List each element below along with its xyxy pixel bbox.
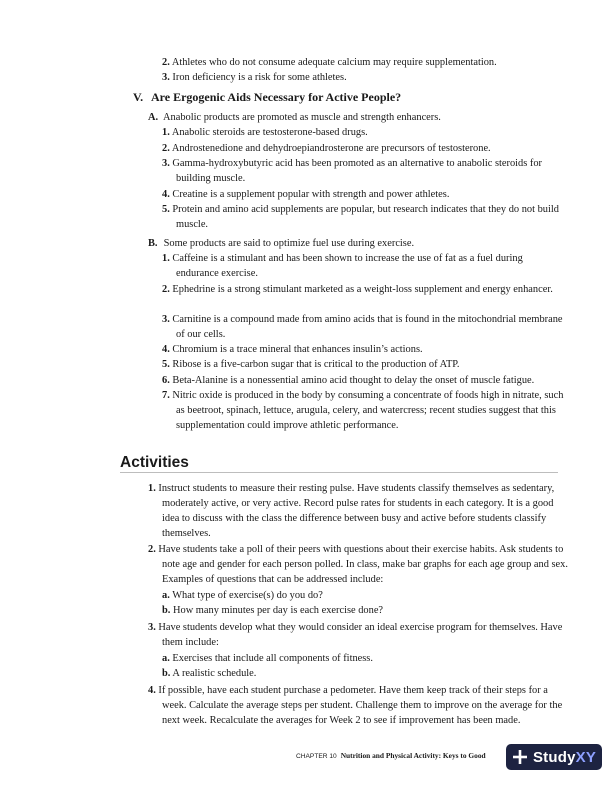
- list-item: 1. Anabolic steroids are testosterone-based drugs.: [162, 127, 368, 138]
- activities-heading: Activities: [120, 454, 189, 471]
- activity-item: 3. Have students develop what they would consider an ideal exercise program for themselves. Have them include:: [148, 622, 563, 648]
- list-item: 1. Caffeine is a stimulant and has been shown to increase the use of fat as a fuel during endurance exercise.: [162, 253, 523, 279]
- activity-subitem: a. Exercises that include all components of fitness.: [162, 653, 373, 664]
- activity-subitem: b. How many minutes per day is each exercise done?: [162, 605, 384, 616]
- section-heading: V. Are Ergogenic Aids Necessary for Active People?: [133, 90, 402, 104]
- list-item: 3. Iron deficiency is a risk for some athletes.: [162, 72, 347, 83]
- activity-item: 2. Have students take a poll of their peers with questions about their exercise habits. Ask students to note age and gender for each person polled. In class, make bar graphs for each age group and sex. Examples of questions that can be addressed include:: [148, 544, 568, 585]
- activity-item: 4. If possible, have each student purchase a pedometer. Have them keep track of their steps for a week. Calculate the average steps per student. Challenge them to improve on the average for the next week. Recalculate the averages for Week 2 to see if improvement has been made.: [148, 685, 563, 726]
- activity-subitem: b. A realistic schedule.: [162, 668, 257, 679]
- outline-item-a: A. Anabolic products are promoted as muscle and strength enhancers.: [148, 112, 441, 123]
- heading-divider: [120, 472, 558, 473]
- studyxy-badge[interactable]: [506, 744, 602, 770]
- list-item: 2. Athletes who do not consume adequate calcium may require supplementation.: [162, 57, 497, 68]
- list-item: 5. Ribose is a five-carbon sugar that is critical to the production of ATP.: [162, 359, 460, 370]
- list-item: 3. Gamma-hydroxybutyric acid has been promoted as an alternative to anabolic steroids for building muscle.: [162, 158, 543, 184]
- list-item: 2. Androstenedione and dehydroepiandrosterone are precursors of testosterone.: [162, 143, 491, 154]
- list-item: 3. Carnitine is a compound made from amino acids that is found in the mitochondrial membrane of our cells.: [162, 314, 563, 340]
- activity-item: 1. Instruct students to measure their resting pulse. Have students classify themselves as sedentary, moderately active, or very active. Record pulse rates for students in each category. It is a good idea to discuss with the class the difference between busy and active before students classify themselves.: [148, 483, 555, 539]
- footer-title: Nutrition and Physical Activity: Keys to Good: [340, 751, 486, 760]
- footer-chapter: CHAPTER 10: [296, 753, 337, 760]
- plus-icon: [512, 749, 528, 765]
- list-item: 7. Nitric oxide is produced in the body by consuming a concentrate of foods high in nitrate, such as beetroot, spinach, lettuce, arugula, celery, and watercress; recent studies suggest that this supplementation could improve athletic performance.: [162, 390, 564, 431]
- activity-subitem: a. What type of exercise(s) do you do?: [162, 590, 323, 601]
- badge-text: StudyXY: [532, 748, 597, 766]
- list-item: 2. Ephedrine is a strong stimulant marketed as a weight-loss supplement and energy enhancer.: [162, 284, 553, 295]
- list-item: 4. Creatine is a supplement popular with strength and power athletes.: [162, 189, 450, 200]
- list-item: 5. Protein and amino acid supplements are popular, but research indicates that they do not build muscle.: [162, 204, 559, 230]
- outline-item-b: B. Some products are said to optimize fuel use during exercise.: [148, 238, 415, 249]
- list-item: 4. Chromium is a trace mineral that enhances insulin’s actions.: [162, 344, 423, 355]
- page-footer: [296, 748, 486, 764]
- list-item: 6. Beta-Alanine is a nonessential amino acid thought to delay the onset of muscle fatigue.: [162, 375, 535, 386]
